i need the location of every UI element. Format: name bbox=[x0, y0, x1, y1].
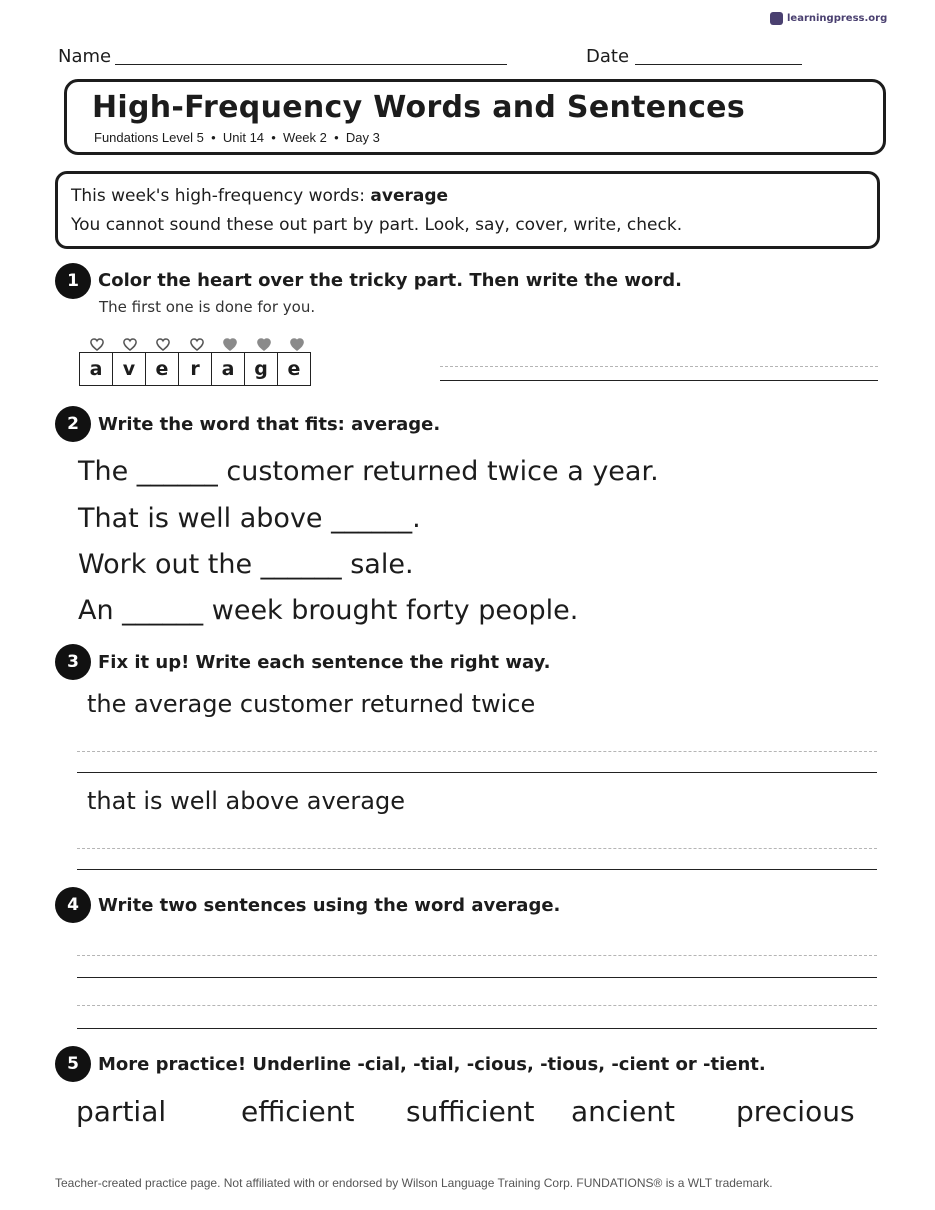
section-5-title: More practice! Underline -cial, -tial, -cious, -tious, -cient or -tient. bbox=[98, 1054, 766, 1075]
writing-dashed-line bbox=[77, 848, 877, 849]
fix-sentence: the average customer returned twice bbox=[87, 690, 536, 718]
heart-outline-icon[interactable] bbox=[80, 338, 113, 351]
heart-outline-icon[interactable] bbox=[180, 338, 213, 351]
section-4-number: 4 bbox=[55, 887, 91, 923]
heart-row bbox=[80, 338, 314, 351]
brand-text: learningpress.org bbox=[787, 13, 888, 24]
heart-outline-icon[interactable] bbox=[147, 338, 180, 351]
section-3-title: Fix it up! Write each sentence the right way. bbox=[98, 652, 551, 673]
writing-base-line[interactable] bbox=[77, 1028, 877, 1029]
letter-box: g bbox=[245, 353, 278, 385]
section-4-title: Write two sentences using the word average. bbox=[98, 895, 561, 916]
letter-box: a bbox=[212, 353, 245, 385]
fill-sentence: The ______ customer returned twice a year. bbox=[78, 456, 659, 487]
heart-filled-icon[interactable] bbox=[214, 338, 247, 351]
writing-base-line[interactable] bbox=[77, 869, 877, 870]
fill-sentence: That is well above ______. bbox=[78, 503, 421, 534]
page-subtitle: Fundations Level 5 • Unit 14 • Week 2 • Day 3 bbox=[94, 130, 380, 145]
practice-word[interactable]: ancient bbox=[571, 1095, 676, 1128]
letter-box: e bbox=[287, 358, 301, 380]
name-date-bar bbox=[58, 46, 818, 70]
section-3-number: 3 bbox=[55, 644, 91, 680]
writing-base-line[interactable] bbox=[77, 977, 877, 978]
letter-box: r bbox=[179, 353, 212, 385]
section-1-title: Color the heart over the tricky part. Then write the word. bbox=[98, 270, 682, 291]
heart-filled-icon[interactable] bbox=[247, 338, 280, 351]
practice-word[interactable]: precious bbox=[736, 1095, 855, 1128]
hf-word: average bbox=[370, 186, 449, 206]
letter-box: e bbox=[146, 353, 179, 385]
letter-box: a bbox=[80, 353, 113, 385]
writing-base-line[interactable] bbox=[77, 772, 877, 773]
date-blank[interactable] bbox=[635, 46, 802, 65]
hf-intro: This week's high-frequency words: bbox=[71, 186, 371, 206]
section-2-number: 2 bbox=[55, 406, 91, 442]
practice-word[interactable]: partial bbox=[76, 1095, 167, 1128]
hf-instruction: You cannot sound these out part by part. Look, say, cover, write, check. bbox=[71, 215, 683, 235]
name-label: Name bbox=[58, 46, 112, 67]
letter-box: v bbox=[113, 353, 146, 385]
writing-dashed-line bbox=[77, 751, 877, 752]
writing-dashed-line bbox=[77, 955, 877, 956]
practice-word[interactable]: sufficient bbox=[406, 1095, 535, 1128]
letter-boxes bbox=[79, 352, 311, 386]
writing-dashed-line bbox=[77, 1005, 877, 1006]
fill-sentence: Work out the ______ sale. bbox=[78, 549, 414, 580]
book-icon bbox=[770, 12, 783, 25]
fix-sentence: that is well above average bbox=[87, 787, 405, 815]
name-blank[interactable] bbox=[115, 46, 507, 65]
section-5-number: 5 bbox=[55, 1046, 91, 1082]
answer-base-line[interactable] bbox=[440, 380, 878, 381]
hf-intro-line bbox=[71, 186, 448, 206]
date-label: Date bbox=[586, 46, 630, 67]
heart-filled-icon[interactable] bbox=[280, 338, 313, 351]
hf-word-box bbox=[55, 171, 880, 249]
page-title: High-Frequency Words and Sentences bbox=[92, 90, 745, 125]
section-2-title: Write the word that fits: average. bbox=[98, 414, 441, 435]
heart-outline-icon[interactable] bbox=[113, 338, 146, 351]
answer-dashed-line bbox=[440, 366, 878, 367]
section-1-subtitle: The first one is done for you. bbox=[99, 298, 316, 316]
fill-sentence: An ______ week brought forty people. bbox=[78, 595, 579, 626]
brand[interactable] bbox=[770, 12, 887, 25]
footer-note: Teacher-created practice page. Not affiliated with or endorsed by Wilson Language Training Corp. FUNDATIONS® is a WLT trademark. bbox=[55, 1176, 773, 1190]
section-1-number: 1 bbox=[55, 263, 91, 299]
practice-word[interactable]: efficient bbox=[241, 1095, 355, 1128]
title-box bbox=[64, 79, 886, 155]
